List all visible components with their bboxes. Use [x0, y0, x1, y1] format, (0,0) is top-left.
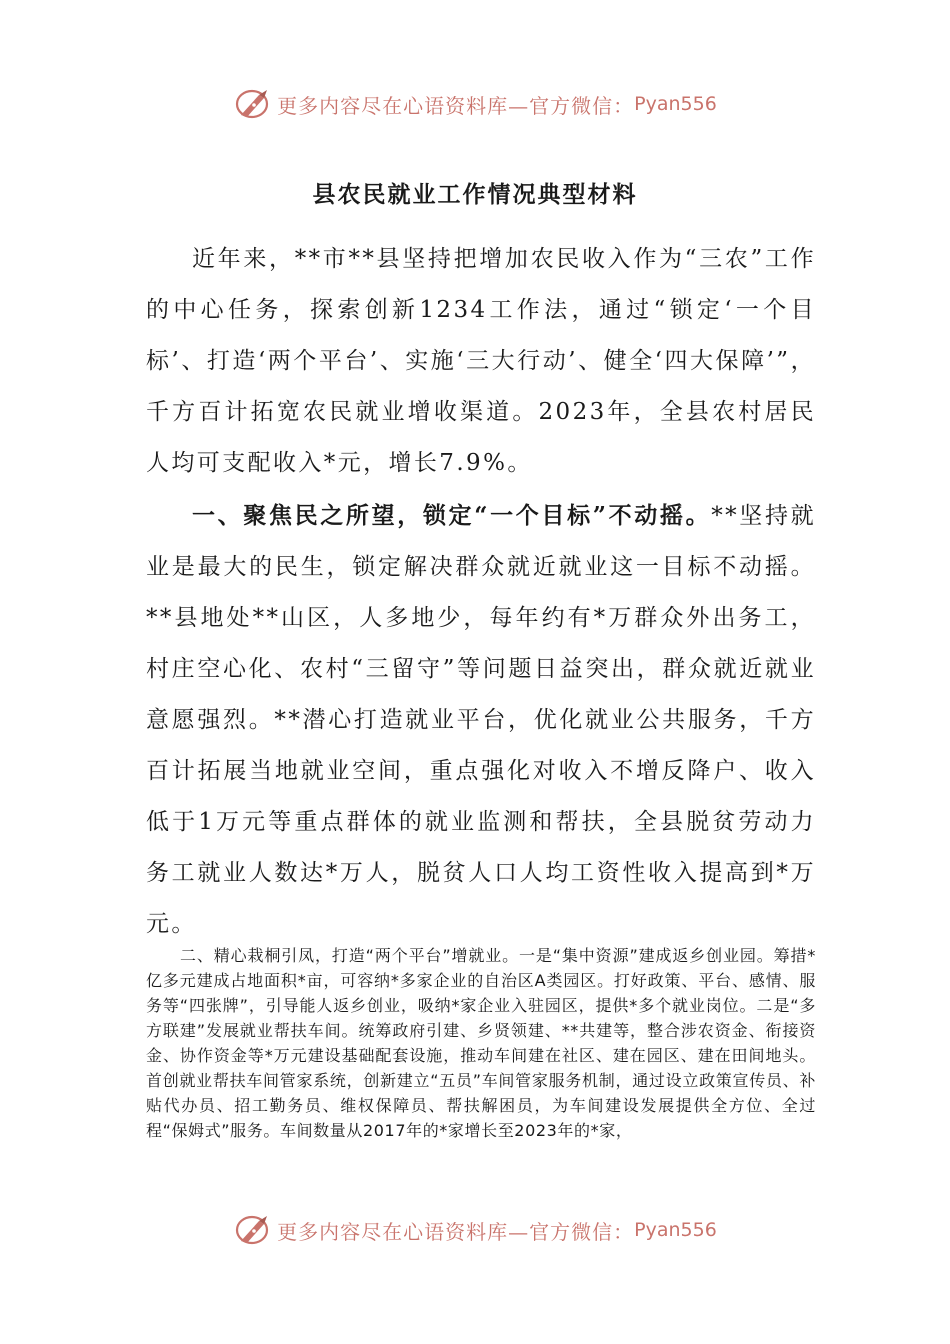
watermark-footer [0, 1210, 950, 1250]
watermark-wechat-id: Pyan556 [634, 1219, 717, 1241]
watermark-header [0, 84, 950, 124]
section-1-heading: 一、聚焦民之所望，锁定“一个目标”不动摇。 [192, 502, 712, 529]
pen-nib-logo-icon [233, 1213, 273, 1247]
section-1-body: **坚持就业是最大的民生，锁定解决群众就近就业这一目标不动摇。**县地处**山区，人多地少，每年约有*万群众外出务工，村庄空心化、农村“三留守”等问题日益突出，群众就近就业意愿强烈。**潜心打造就业平台，优化就业公共服务，千方百计拓展当地就业空间，重点强化对收入不增反降户、收入低于1万元等重点群体的就业监测和帮扶，全县脱贫劳动力务工就业人数达*万人，脱贫人口人均工资性收入提高到*万元。 [146, 503, 817, 937]
watermark-text: 更多内容尽在心语资料库—官方微信： [277, 93, 635, 118]
intro-paragraph: 近年来，**市**县坚持把增加农民收入作为“三农”工作的中心任务，探索创新1234工作法，通过“锁定‘一个目标’、打造‘两个平台’、实施‘三大行动’、健全‘四大保障’”，千方百计拓宽农民就业增收渠道。2023年，全县农村居民人均可支配收入*元，增长7.9%。 [146, 246, 816, 476]
section-1-paragraph [146, 490, 816, 950]
document-title: 县农民就业工作情况典型材料 [312, 181, 638, 208]
watermark-wechat-id: Pyan556 [634, 93, 717, 115]
section-2-paragraph: 二、精心栽桐引凤，打造“两个平台”增就业。一是“集中资源”建成返乡创业园。筹措*亿多元建成占地面积*亩，可容纳*多家企业的自治区A类园区。打好政策、平台、感情、服务等“四张牌”，引导能人返乡创业，吸纳*家企业入驻园区，提供*多个就业岗位。二是“多方联建”发展就业帮扶车间。统筹政府引建、乡贤领建、**共建等，整合涉农资金、衔接资金、协作资金等*万元建设基础配套设施，推动车间建在社区、建在园区、建在田间地头。首创就业帮扶车间管家系统，创新建立“五员”车间管家服务机制，通过设立政策宣传员、补贴代办员、招工勤务员、维权保障员、帮扶解困员，为车间建设发展提供全方位、全过程“保姆式”服务。车间数量从2017年的*家增长至2023年的*家， [146, 946, 816, 1140]
pen-nib-logo-icon [233, 87, 273, 121]
watermark-text: 更多内容尽在心语资料库—官方微信： [277, 1219, 635, 1244]
